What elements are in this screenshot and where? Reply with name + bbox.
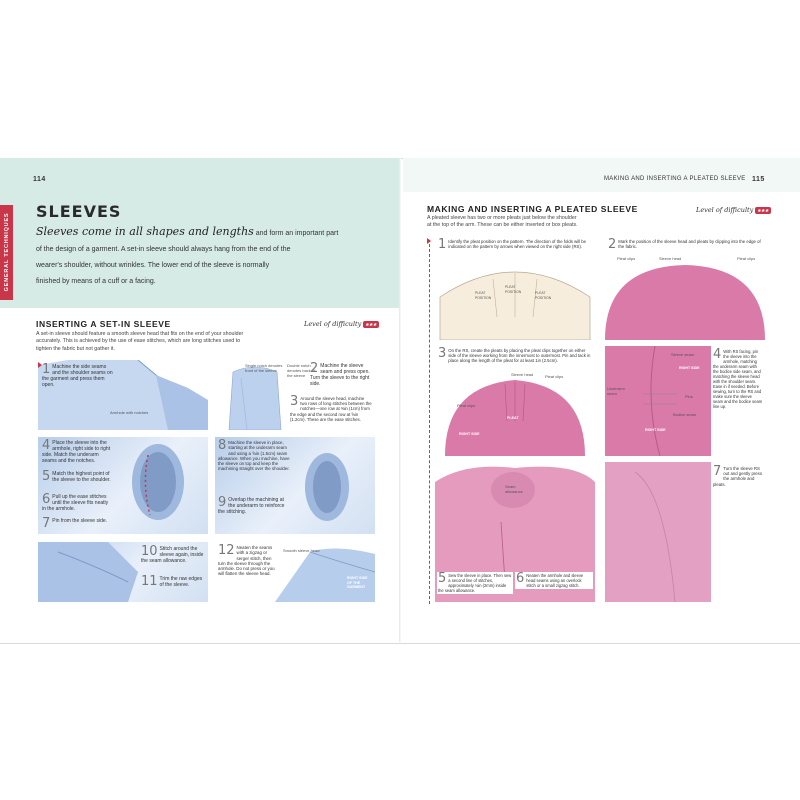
pleat-step-6-text: Neaten the armhole and sleeve head seams using an overlock stitch or a small zigzag stitch. — [526, 573, 584, 588]
right-side-label: RIGHT SIDE — [459, 432, 480, 436]
pleat-clips-label-left: Pleat clips — [617, 256, 636, 261]
right-difficulty-badge: ✱✱✱ — [757, 207, 769, 213]
pleat-label: PLEAT — [507, 416, 519, 420]
section-subtext — [36, 331, 396, 353]
intro-text — [36, 224, 396, 290]
step-1-text: Machine the side seams and the shoulder seams on the garment and press them open. — [42, 364, 113, 388]
right-header-band — [403, 158, 800, 192]
page-number-right: 115 — [752, 176, 765, 183]
right-subtext-2: at the top of the arm. These can be either inverted or box pleats. — [427, 222, 578, 229]
pleat-step-3-number: 3 — [438, 346, 447, 361]
step-10-text: Stitch around the sleeve again, inside the seam allowance. — [141, 546, 204, 564]
pleat-step-2-panel — [605, 237, 765, 340]
step-1 — [42, 364, 114, 388]
pleat-step-5-text: Sew the sleeve in place. Then sew a second line of stitches, approximately ⅛in (2mm) inside the seam allowance. — [438, 573, 512, 593]
step-4-number: 4 — [42, 438, 51, 453]
step-12-number: 12 — [218, 543, 235, 558]
seam-allowance-label: Seam allowance — [505, 484, 523, 494]
pleat-step-3 — [438, 348, 592, 364]
step-2-number: 2 — [310, 361, 319, 376]
step-8-number: 8 — [218, 438, 227, 453]
step-6 — [42, 494, 112, 512]
pleat-position-label-3: PLEAT POSITION — [535, 291, 552, 300]
right-difficulty-level — [696, 206, 771, 214]
pleat-step-2-number: 2 — [608, 237, 617, 252]
pleat-step-5 — [437, 572, 513, 594]
step-3-text: Around the sleeve head, machine two rows of long stitches between the notches—one row at ⅜in (1cm) from the edge and the second row at ⅝in (1.2cm). These are the ease stitches. — [290, 396, 372, 422]
section-subtext-2: accurately. This is achieved by the use of ease stitches, which are long stitches used to — [36, 338, 241, 345]
pleat-step-2-text: Mark the position of the sleeve head and pleats by clipping into the edge of the fabric. — [618, 239, 761, 250]
page-number-left: 114 — [33, 176, 46, 183]
pleat-step-6 — [515, 572, 593, 589]
step-11 — [141, 576, 205, 588]
pleat-step-1-number: 1 — [438, 237, 447, 252]
step-1-panel — [38, 360, 208, 430]
step-12-label-right-side: RIGHT SIDE OF THE GARMENT — [347, 576, 368, 589]
step-8 — [218, 440, 290, 472]
intro-line-4: finished by means of a cuff or a facing. — [36, 278, 156, 285]
step-4-text: Place the sleeve into the armhole, right side to right side. Match the underarm seams and the notches. — [42, 440, 111, 464]
pleat-step-1-text: Identify the pleat position on the pattern. The direction of the folds will be indicated on the pattern by arrows when viewed on the right side (RS). — [448, 239, 587, 250]
section-subtext-3: tighten the fabric but not gather it. — [36, 345, 115, 352]
pleat-step-1 — [438, 239, 592, 251]
pleat-clips-label-right: Pleat clips — [737, 256, 756, 261]
pleat-step-4-number: 4 — [713, 347, 722, 362]
pleat-step-7 — [713, 466, 763, 487]
step-3 — [290, 396, 372, 422]
step-12-label-sleeve-head: Smooth sleeve head — [283, 548, 320, 553]
step-1-label: Armhole with notches — [110, 410, 149, 415]
intro-line-2: of the design of a garment. A set-in sleeve should always hang from the end of the — [36, 246, 291, 253]
sleeve-head-label-2: Sleeve head — [511, 372, 534, 377]
pleat-step-3-panel — [435, 346, 595, 456]
bodice-seam-label: Bodice seam — [673, 412, 697, 417]
side-tab-label: GENERAL TECHNIQUES — [4, 212, 10, 292]
step-2-label-single-notch: Single notch denotes front of the sleeve — [245, 363, 283, 373]
step-10 — [141, 546, 205, 564]
step-8-text: Machine the sleeve in place, starting at the underarm seam and using a ⅝in (1.5cm) seam allowance. When you machine, have the sleeve on top and keep the machining straight over the shoulder. — [218, 440, 290, 472]
pleat-step-4 — [713, 349, 763, 409]
step-10-11-panel — [38, 542, 208, 602]
step-1-number: 1 — [42, 362, 51, 377]
pleat-step-7-panel — [605, 462, 765, 602]
pleat-position-label-2: PLEAT POSITION — [505, 285, 522, 294]
step-7-text: Pin from the sleeve side. — [52, 518, 108, 524]
right-subtext-1: A pleated sleeve has two or more pleats just below the shoulder — [427, 215, 577, 221]
pleat-step-3-text: On the RS, create the pleats by placing the pleat clips together on either side of the sleeve working from the innermost to outermost. Pin and tack in place along the length of the pleat for at least 1in (2.5cm). — [448, 348, 591, 364]
pleat-step-7-number: 7 — [713, 464, 722, 479]
difficulty-level — [304, 320, 379, 328]
clipped-sleeve-illustration — [605, 237, 765, 340]
running-head: MAKING AND INSERTING A PLEATED SLEEVE — [604, 176, 746, 182]
step-5-text: Match the highest point of the sleeve to the shoulder. — [52, 471, 111, 483]
step-2-label-double-notch: Double notch denotes back of the sleeve — [287, 363, 316, 378]
step-4-7-panel — [38, 437, 208, 534]
pleat-step-5-6-panel — [435, 462, 595, 602]
pleat-step-1-panel — [435, 237, 595, 340]
pins-label: Pins — [685, 394, 693, 399]
step-5-number: 5 — [42, 469, 51, 484]
intro-line-3: wearer's shoulder, without wrinkles. The lower end of the sleeve is normally — [36, 262, 270, 269]
step-7 — [42, 518, 112, 530]
intro-line-1: and form an important part — [253, 230, 339, 237]
red-marker — [38, 362, 42, 368]
pleat-step-2 — [608, 239, 762, 251]
page-title: SLEEVES — [36, 202, 122, 221]
dashed-guide — [429, 244, 430, 604]
step-3-number: 3 — [290, 394, 299, 409]
step-7-number: 7 — [42, 516, 51, 531]
step-12-panel — [215, 542, 375, 602]
sleeve-seam-label: Sleeve seam — [671, 352, 695, 357]
step-2 — [310, 363, 372, 387]
step-5 — [42, 471, 112, 483]
step-6-text: Pull up the ease stitches until the sleeve fits neatly in the armhole. — [42, 494, 109, 512]
pleat-step-6-number: 6 — [516, 571, 525, 586]
step-12-text: Neaten the seams with a zigzag or serger stitch, then turn the sleeve through the armhole. Do not press or you will flatten the sleeve head. — [218, 545, 275, 577]
pleat-step-7-text: Turn the sleeve RS out and gently press the armhole and pleats. — [713, 466, 762, 487]
pleat-step-5-number: 5 — [438, 571, 447, 586]
step-8-9-panel — [215, 437, 375, 534]
right-side-label-a: RIGHT SIDE — [679, 366, 700, 370]
step-12 — [218, 545, 278, 577]
section-heading: INSERTING A SET-IN SLEEVE — [36, 319, 171, 329]
step-2-text: Machine the sleeve seam and press open. Turn the sleeve to the right side. — [310, 363, 370, 387]
step-4 — [42, 440, 112, 464]
right-difficulty-label: Level of difficulty — [696, 206, 754, 214]
intro-lead: Sleeves come in all shapes and lengths — [36, 225, 254, 238]
right-heading: MAKING AND INSERTING A PLEATED SLEEVE — [427, 204, 638, 214]
sleeve-head-label: Sleeve head — [659, 256, 682, 261]
step-6-number: 6 — [42, 492, 51, 507]
step-9-text: Overlap the machining at the underarm to reinforce the stitching. — [218, 497, 285, 515]
difficulty-label: Level of difficulty — [304, 320, 362, 328]
step-10-number: 10 — [141, 544, 158, 559]
pleat-clips-label-b: Pleat clips — [545, 374, 564, 379]
underarm-seam-label: Underarm seam — [607, 386, 625, 396]
difficulty-badge: ✱✱✱ — [365, 321, 377, 327]
pleat-position-label-1: PLEAT POSITION — [475, 291, 492, 300]
gutter — [399, 158, 401, 642]
step-11-text: Trim the raw edges of the sleeve. — [159, 576, 203, 588]
right-subtext — [427, 215, 627, 230]
step-11-number: 11 — [141, 574, 158, 589]
pleat-step-4-panel — [605, 346, 765, 456]
pleat-step-4-text: With RS facing, pin the sleeve into the armhole, matching the underarm seam with the bodice side seam, and matching the sleeve head with the shoulder seam. Ease in if needed. Before sewing, turn to the RS and make sure the sleeve seam and the bodice seam line up. — [713, 349, 763, 409]
pleat-clips-label-a: Pleat clips — [457, 403, 476, 408]
step-2-3-panel — [215, 360, 375, 430]
section-subtext-1: A set-in sleeve should feature a smooth sleeve head that fits on the end of your shoulder — [36, 331, 244, 337]
step-9 — [218, 497, 290, 515]
right-side-label-b: RIGHT SIDE — [645, 428, 666, 432]
step-9-number: 9 — [218, 495, 227, 510]
